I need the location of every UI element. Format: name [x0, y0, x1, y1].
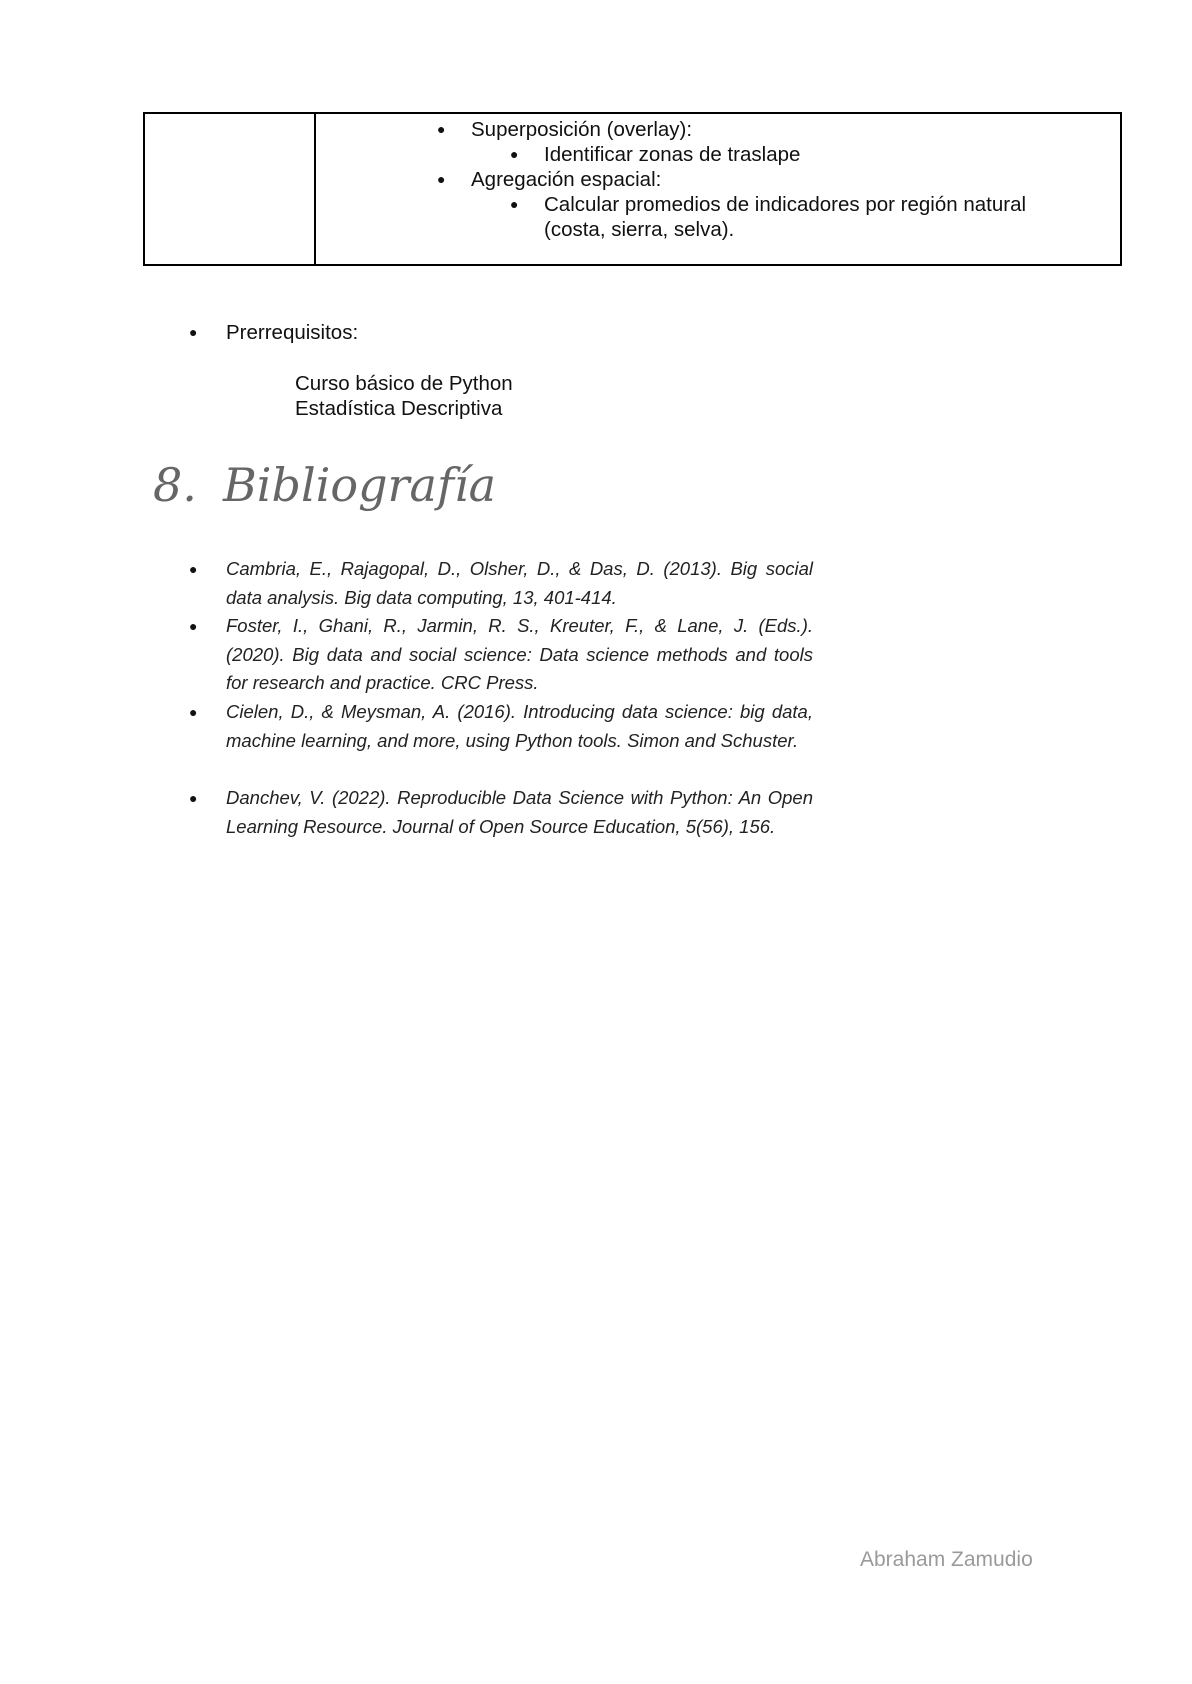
bullet-icon: ● — [189, 704, 198, 720]
table-item-aggregation: Agregación espacial: — [471, 168, 662, 191]
section-title: Bibliografía — [223, 458, 497, 512]
prerequisite-item: Curso básico de Python — [295, 372, 513, 395]
bibliography-entry: Cielen, D., & Meysman, A. (2016). Introducing data science: big data, machine learning, and more, using Python tools. Simon and Schuster. — [226, 701, 813, 751]
bullet-icon: ● — [437, 121, 446, 137]
section-number: 8. — [153, 458, 197, 512]
table-subitem: Identificar zonas de traslape — [544, 143, 801, 166]
bullet-icon: ● — [510, 196, 519, 212]
bullet-icon: ● — [189, 618, 198, 634]
bibliography-heading — [153, 455, 496, 515]
bullet-icon: ● — [510, 146, 519, 162]
footer-author: Abraham Zamudio — [860, 1548, 1033, 1571]
table-right-cell — [316, 114, 1120, 264]
table-subitem: Calcular promedios de indicadores por región natural — [544, 193, 1027, 216]
bullet-icon: ● — [189, 790, 198, 806]
bibliography-entry: Foster, I., Ghani, R., Jarmin, R. S., Kreuter, F., & Lane, J. (Eds.). (2020). Big data and social science: Data science methods and tools for research and practice. CRC Press. — [226, 615, 813, 694]
bullet-icon: ● — [189, 561, 198, 577]
prerequisites-label: Prerrequisitos: — [226, 321, 359, 344]
bibliography-entry: Cambria, E., Rajagopal, D., Olsher, D., & Das, D. (2013). Big social data analysis. Big data computing, 13, 401-414. — [226, 558, 813, 608]
prerequisite-item: Estadística Descriptiva — [295, 397, 503, 420]
bullet-icon: ● — [189, 324, 198, 340]
table-item-overlay: Superposición (overlay): — [471, 118, 693, 141]
content-table — [143, 112, 1122, 266]
table-subitem-continuation: (costa, sierra, selva). — [544, 218, 735, 241]
bullet-icon: ● — [437, 171, 446, 187]
bibliography-entry: Danchev, V. (2022). Reproducible Data Science with Python: An Open Learning Resource. Journal of Open Source Education, 5(56), 156. — [226, 787, 813, 837]
table-left-cell — [145, 114, 316, 264]
